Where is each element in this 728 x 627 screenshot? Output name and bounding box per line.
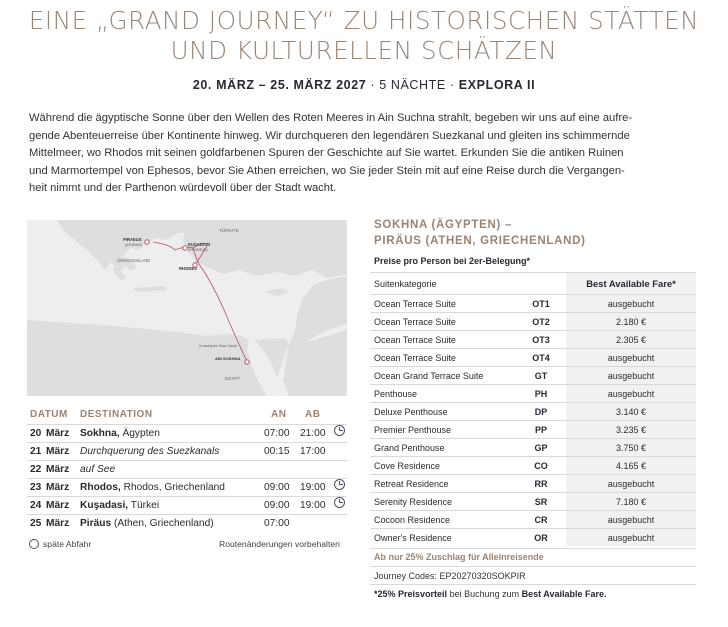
intro-text [29,110,701,198]
suite-code: CO [534,461,548,471]
suite-category: Cocoon Residence [374,515,451,525]
pricing-row [370,294,696,312]
divider [370,584,696,585]
col-destination: DESTINATION [80,409,153,420]
intro-line: gende Abenteuerreise über Kontinente hinweg. Wir durchqueren den legendären Suezkanal und gleiten ins schimmernde [29,129,630,142]
suite-code: OR [534,533,548,543]
pricing-row [370,384,696,402]
suite-code: OT2 [532,317,550,327]
route-departure: 17:00 [300,446,326,457]
suite-code: SR [534,497,548,507]
journey-nights: 5 NÄCHTE [379,78,446,92]
pricing-row [370,456,696,474]
page-title [0,6,728,66]
suite-code: PP [534,425,547,435]
intro-line: Mittelmeer, wo Rhodos mit seinen goldfarbenen Spuren der Geschichte auf Sie wartet. Erkunden Sie die antiken Ruinen [29,147,624,160]
pricing-table [370,272,696,546]
col-arrival: AN [271,409,287,420]
route-destination [80,497,159,515]
title-line-2: UND KULTURELLEN SCHÄTZEN [170,36,558,65]
suite-fare: 2.305 € [566,331,696,348]
route-place: Sokhna, [80,428,120,439]
suite-code: PH [534,389,548,399]
route-row [27,442,347,460]
route-arrival: 07:00 [264,428,290,439]
pricing-row [370,474,696,492]
pricing-row [370,402,696,420]
route-destination [80,425,160,443]
map-label-turkey: TÜRKIYE [219,228,239,233]
port-marker-kusadasi [183,246,187,250]
suite-fare: 7.180 € [566,493,696,510]
route-row [27,514,347,532]
route-day: 23 [30,482,42,493]
route-month: März [46,518,70,529]
pricing-row [370,366,696,384]
suite-category: Penthouse [374,389,418,399]
route-arrival: 07:00 [264,518,290,529]
suite-category: Serenity Residence [374,497,453,507]
suite-category: Ocean Grand Terrace Suite [374,371,484,381]
route-map-svg [27,220,347,396]
route-day: 24 [30,500,42,511]
suite-category: Deluxe Penthouse [374,407,448,417]
pricing-title-line-2: PIRÄUS (ATHEN, GRIECHENLAND) [374,235,586,247]
pricing-title-line-1: SOKHNA (ÄGYPTEN) – [374,219,513,231]
route-departure: 19:00 [300,500,326,511]
pricing-row [370,492,696,510]
suite-fare: ausgebucht [566,529,696,546]
route-month: März [46,446,70,457]
clock-icon [334,425,345,436]
pricing-row [370,438,696,456]
journey-codes: Journey Codes: EP20270320SOKPIR [374,571,526,581]
col-suite-category: Suitenkategorie [374,279,437,289]
promo-mid: bei Buchung zum [447,589,522,599]
map-label-kusadasi: KUSADASI [188,242,210,247]
suite-fare: 3.235 € [566,421,696,438]
single-supplement: Ab nur 25% Zuschlag für Alleinreisende [374,552,544,562]
map-label-athens: (ATHENS) [125,243,142,247]
suite-code: GP [534,443,548,453]
route-place-detail: Ägypten [119,428,160,439]
pricing-row [370,510,696,528]
route-place-detail: Türkei [128,500,160,511]
suite-fare: ausgebucht [566,511,696,528]
ship-name: EXPLORA II [458,78,536,92]
route-arrival: 09:00 [264,482,290,493]
route-destination [80,515,214,533]
port-marker-sokhna [245,360,249,364]
pricing-row [370,348,696,366]
suite-code: DP [534,407,548,417]
suite-category: Premier Penthouse [374,425,452,435]
suite-category: Cove Residence [374,461,441,471]
suite-category: Ocean Terrace Suite [374,353,456,363]
map-label-egypt: EGYPT [225,376,240,381]
pricing-row [370,312,696,330]
route-place: Rhodos, [80,482,121,493]
suite-code: OT4 [532,353,550,363]
suite-category: Ocean Terrace Suite [374,335,456,345]
col-date: DATUM [30,409,68,420]
intro-line: Während die ägyptische Sonne über den Wellen des Roten Meeres in Ain Suchna strahlt, begeben wir uns auf eine aufre- [29,112,633,124]
pricing-rows [370,294,696,546]
clock-icon [334,479,345,490]
journey-subtitle [0,78,728,92]
route-place-detail: Durchquerung des Suezkanals [80,446,220,457]
suite-category: Grand Penthouse [374,443,445,453]
route-departure: 19:00 [300,482,326,493]
suite-fare: ausgebucht [566,295,696,312]
suite-fare: 3.750 € [566,439,696,456]
route-row [27,496,347,514]
route-month: März [46,500,70,511]
title-line-1: EINE „GRAND JOURNEY“ ZU HISTORISCHEN STÄTTEN [28,6,700,35]
subtitle-separator: · [445,78,459,92]
suite-fare: ausgebucht [566,475,696,492]
port-marker-piraeus [145,240,149,244]
route-day: 20 [30,428,42,439]
clock-icon [29,539,39,549]
route-day: 22 [30,464,42,475]
route-row [27,478,347,496]
pricing-subtitle: Preise pro Person bei 2er-Belegung* [374,256,531,266]
map-label-greece: GRIECHENLAND [117,258,151,263]
route-destination [80,461,115,479]
suite-fare: ausgebucht [566,385,696,402]
divider [370,548,696,549]
pricing-title [374,217,586,249]
suite-fare: ausgebucht [566,349,696,366]
route-place: Kuşadasi, [80,500,129,511]
route-day: 25 [30,518,42,529]
map-label-sokhna: AIN SOKHNA [215,356,241,361]
col-departure: AB [305,409,321,420]
intro-line: und Marmortempel von Ephesos, bevor Sie Athen erreichen, wo Sie jeder Stein mit auf eine Reise durch die Vergangen- [29,164,625,177]
suite-code: GT [534,371,548,381]
promo-bold-2: Best Available Fare. [521,589,607,599]
route-place-detail: Rhodos, Griechenland [120,482,225,493]
suite-fare: ausgebucht [566,367,696,384]
legend-late-departure [29,539,91,549]
route-place-detail: (Athen, Griechenland) [111,518,214,529]
journey-dates: 20. MÄRZ – 25. MÄRZ 2027 [192,78,367,92]
route-arrival: 09:00 [264,500,290,511]
suite-code: OT3 [532,335,550,345]
route-disclaimer: Routenänderungen vorbehalten [219,539,340,549]
route-destination [80,443,219,461]
route-row [27,424,347,442]
suite-category: Ocean Terrace Suite [374,317,456,327]
suite-category: Owner's Residence [374,533,452,543]
suite-category: Retreat Residence [374,479,449,489]
promo-bold-1: 25% Preisvorteil [377,589,448,599]
suite-fare: 3.140 € [566,403,696,420]
route-place-detail: auf See [80,464,116,475]
route-departure: 21:00 [300,428,326,439]
map-label-rhodes: RHODES [179,266,197,271]
map-label-piraeus: PIRAEUS [123,237,142,242]
pricing-row [370,330,696,348]
map-label-ephesus: (EPHESUS) [188,248,208,252]
suite-code: CR [534,515,548,525]
suite-code: OT1 [532,299,550,309]
promo-note [374,589,606,599]
route-month: März [46,482,70,493]
divider [370,566,696,567]
suite-fare: 4.165 € [566,457,696,474]
pricing-row [370,420,696,438]
route-map [27,220,347,396]
promo-star: * [374,589,378,599]
route-day: 21 [30,446,42,457]
subtitle-separator: · [366,78,380,92]
suite-fare: 2.180 € [566,313,696,330]
route-destination [80,479,225,497]
pricing-header-row [370,272,696,294]
col-best-fare: Best Available Fare* [566,273,696,294]
route-month: März [46,464,70,475]
suite-code: RR [534,479,548,489]
intro-line: heit nimmt und der Parthenon würdevoll über der Stadt wacht. [29,182,337,195]
pricing-row [370,528,696,546]
route-month: März [46,428,70,439]
map-label-suez: Crossing the Suez Canal [199,344,237,348]
suite-category: Ocean Terrace Suite [374,299,456,309]
legend-text: späte Abfahr [43,539,92,549]
route-row [27,460,347,478]
route-place: Piräus [80,518,112,529]
route-arrival: 00:15 [264,446,290,457]
clock-icon [334,497,345,508]
